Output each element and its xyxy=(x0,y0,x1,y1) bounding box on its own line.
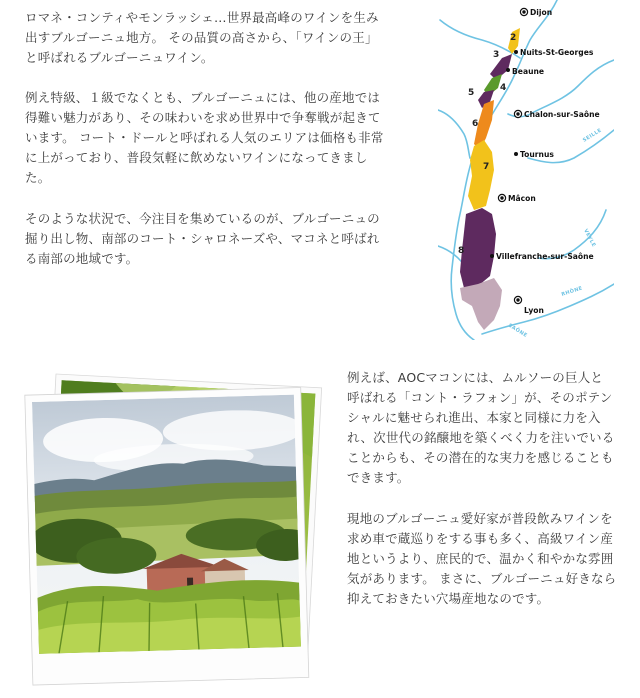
river-label-veyle: VEYLE xyxy=(582,228,597,249)
city-label-nuits: Nuits-St-Georges xyxy=(520,48,594,57)
macon-line: 呼ばれる「コント・ラフォン」が、そのポテン xyxy=(347,390,613,405)
region-number-8: 8 xyxy=(458,246,465,256)
city-marker-lyon xyxy=(514,296,521,303)
west-tributary xyxy=(438,110,470,158)
city-marker-tournus xyxy=(514,152,518,156)
city-marker-nuits xyxy=(514,50,518,54)
macon-line: 例えば、AOCマコンには、ムルソーの巨人と xyxy=(347,370,604,385)
demand-paragraph xyxy=(25,88,384,188)
city-label-dijon: Dijon xyxy=(530,8,553,17)
intro-line: ロマネ・コンティやモンラッシェ…世界最高峰のワインを生み xyxy=(25,10,379,25)
demand-line: 例え特級、１級でなくとも、ブルゴーニュには、他の産地では xyxy=(25,90,381,105)
demand-line: た。 xyxy=(25,170,51,185)
local-line: 求め車で蔵巡りをする事も多く、高級ワイン産 xyxy=(347,531,614,546)
burgundy-region-map xyxy=(438,0,614,340)
city-marker-villefranche xyxy=(490,254,494,258)
demand-line: に上がっており、普段気軽に飲めないワインになってきまし xyxy=(25,150,368,165)
macon-line: れ、次世代の銘醸地を築くべく力を注いでいる xyxy=(347,430,615,445)
city-label-macon: Mâcon xyxy=(508,194,536,203)
region-8-purple xyxy=(460,208,496,288)
region-number-6: 6 xyxy=(472,119,479,129)
city-label-lyon: Lyon xyxy=(524,306,544,315)
south-line: る南部の地域です。 xyxy=(25,251,139,266)
city-marker-macon xyxy=(498,194,505,201)
city-marker-dijon xyxy=(520,8,527,15)
demand-line: 得難い魅力があり、その味わいを求め世界中で争奪戦が起きて xyxy=(25,110,381,125)
region-number-5: 5 xyxy=(468,88,475,98)
city-marker-beaune xyxy=(506,68,510,72)
region-number-4: 4 xyxy=(500,83,507,93)
north-tributary xyxy=(440,20,520,58)
demand-line: います。 コート・ドールと呼ばれる人気のエリアは価格も非常 xyxy=(25,130,384,145)
river-label-rhone: RHÔNE xyxy=(560,285,584,298)
region-number-7: 7 xyxy=(483,162,490,172)
intro-line: 出すブルゴーニュ地方。 その品質の高さから、「ワインの王」 xyxy=(25,30,378,45)
macon-paragraph xyxy=(347,368,614,488)
city-label-villefranche: Villefranche-sur-Saône xyxy=(496,252,594,261)
macon-line: シャルに魅せられ進出、本家と同様に力を入 xyxy=(347,410,601,425)
city-label-tournus: Tournus xyxy=(520,150,554,159)
macon-line: ことからも、その潜在的な実力を感じることも xyxy=(347,450,614,465)
macon-line: できます。 xyxy=(347,470,410,485)
local-line: 抑えておきたい穴場産地なのです。 xyxy=(347,591,550,606)
local-line: 現地のブルゴーニュ愛好家が普段飲みワインを xyxy=(347,511,613,526)
region-number-2: 2 xyxy=(510,33,517,43)
south-line: そのような状況で、今注目を集めているのが、ブルゴーニュの xyxy=(25,211,380,226)
south-paragraph xyxy=(25,209,380,269)
river-label-saone: SAÔNE xyxy=(506,322,529,339)
city-label-chalon: Chalon-sur-Saône xyxy=(524,110,600,119)
city-marker-chalon xyxy=(514,110,521,117)
city-label-beaune: Beaune xyxy=(512,67,545,76)
intro-line: と呼ばれるブルゴーニュワイン。 xyxy=(25,50,214,65)
front-photo xyxy=(25,387,320,685)
intro-paragraph xyxy=(25,8,379,68)
river-label-seille: SEILLE xyxy=(581,127,603,144)
local-line: 気があります。 まさに、ブルゴーニュ好きなら xyxy=(347,571,617,586)
region-number-3: 3 xyxy=(493,50,500,60)
vineyard-photo-stack xyxy=(20,366,340,696)
south-line: 掘り出し物、南部のコート・シャロネーズや、マコネと呼ばれ xyxy=(25,231,380,246)
local-paragraph xyxy=(347,509,616,609)
local-line: 地というより、庶民的で、温かく和やかな雰囲 xyxy=(347,551,614,566)
region-7-yellow xyxy=(468,140,494,210)
